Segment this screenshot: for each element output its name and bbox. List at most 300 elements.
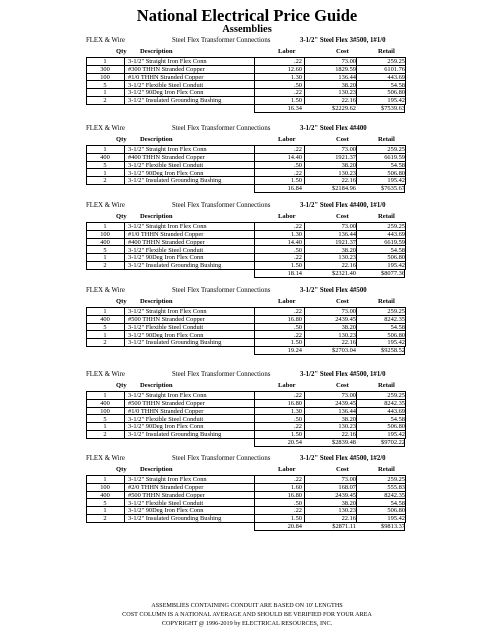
cell-description: 3-1/2" Straight Iron Flex Conn <box>128 58 207 66</box>
column-header-qty: Qty <box>116 466 127 473</box>
cell-divider <box>124 239 125 246</box>
section-assembly-name: 3-1/2" Steel Flex 4#500, 1#1/0 <box>300 371 386 378</box>
cell-retail: 195.42 <box>387 515 405 523</box>
table-header <box>86 381 406 391</box>
totals-row <box>86 522 406 530</box>
cell-qty: 1 <box>103 223 107 231</box>
cell-cost: 130.23 <box>338 423 356 431</box>
cell-qty: 1 <box>103 169 107 177</box>
section-assembly-name: 3-1/2" Steel Flex 4#400 <box>300 125 367 132</box>
column-header-labor: Labor <box>278 466 296 473</box>
cell-description: #400 THHN Stranded Copper <box>128 153 205 161</box>
column-header-labor: Labor <box>278 136 296 143</box>
total-labor: 19.24 <box>287 347 302 355</box>
section-category: FLEX & Wire <box>86 371 125 378</box>
cell-qty: 300 <box>100 65 110 73</box>
cell-description: #500 THHN Stranded Copper <box>128 315 205 323</box>
table-header <box>86 135 406 145</box>
table-row <box>86 57 406 65</box>
cell-qty: 1 <box>103 146 107 154</box>
cell-retail: 259.25 <box>387 146 405 154</box>
cell-retail: 259.25 <box>387 58 405 66</box>
table-row <box>86 80 406 88</box>
cell-description: 3-1/2" Straight Iron Flex Conn <box>128 308 207 316</box>
cell-divider <box>356 231 357 238</box>
cell-labor: 1.50 <box>290 97 302 105</box>
total-labor: 16.34 <box>287 105 302 113</box>
cell-labor: .50 <box>294 161 302 169</box>
cell-divider <box>124 408 125 415</box>
cell-divider <box>405 476 406 483</box>
column-header-cost: Cost <box>336 298 349 305</box>
cell-divider <box>124 515 125 522</box>
table-row <box>86 475 406 483</box>
cell-divider <box>356 246 357 253</box>
section-assembly-name: 3-1/2" Steel Flex 3#500, 1#1/0 <box>300 37 386 44</box>
cell-labor: 1.30 <box>290 73 302 81</box>
cell-qty: 100 <box>100 230 110 238</box>
cell-qty: 5 <box>103 81 107 89</box>
page-subtitle: Assemblies <box>222 24 272 35</box>
cell-divider <box>356 408 357 415</box>
total-retail: $9702.22 <box>381 439 405 447</box>
cell-cost: 38.20 <box>341 323 356 331</box>
cell-cost: 22.16 <box>341 97 356 105</box>
cell-divider <box>124 97 125 104</box>
section-subcategory: Steel Flex Transformer Connections <box>172 287 271 294</box>
assembly-table <box>86 135 406 192</box>
cell-qty: 400 <box>100 153 110 161</box>
cell-retail: 555.83 <box>387 483 405 491</box>
column-header-description: Description <box>140 466 173 473</box>
cell-cost: 73.00 <box>341 146 356 154</box>
cell-labor: 1.50 <box>290 177 302 185</box>
cell-retail: 195.42 <box>387 339 405 347</box>
column-header-retail: Retail <box>378 466 395 473</box>
cell-divider <box>356 415 357 422</box>
total-retail: $9813.37 <box>381 523 405 531</box>
table-row <box>86 65 406 73</box>
cell-retail: 259.25 <box>387 392 405 400</box>
cell-description: #2/0 THHN Stranded Copper <box>128 483 204 491</box>
cell-divider <box>405 331 406 338</box>
cell-cost: 130.23 <box>338 507 356 515</box>
table-row <box>86 238 406 246</box>
total-labor: 16.84 <box>287 185 302 193</box>
cell-retail: 8242.35 <box>384 399 405 407</box>
section-assembly-name: 3-1/2" Steel Flex 4#500 <box>300 287 367 294</box>
cell-divider <box>405 408 406 415</box>
cell-retail: 195.42 <box>387 177 405 185</box>
cell-labor: .22 <box>294 476 302 484</box>
cell-divider <box>124 177 125 184</box>
cell-divider <box>356 239 357 246</box>
cell-divider <box>405 254 406 261</box>
cell-cost: 22.16 <box>341 339 356 347</box>
cell-description: 3-1/2" Insulated Grounding Bushing <box>128 262 222 270</box>
cell-divider <box>405 239 406 246</box>
cell-retail: 54.58 <box>390 161 405 169</box>
cell-retail: 54.58 <box>390 415 405 423</box>
cell-divider <box>124 423 125 430</box>
cell-description: 3-1/2" Flexible Steel Conduit <box>128 499 204 507</box>
table-row <box>86 261 406 269</box>
totals-row <box>86 438 406 446</box>
cell-description: 3-1/2" 90Deg Iron Flex Conn <box>128 89 204 97</box>
cell-divider <box>356 254 357 261</box>
cell-labor: 14.40 <box>287 238 302 246</box>
column-header-description: Description <box>140 48 173 55</box>
cell-retail: 54.58 <box>390 499 405 507</box>
cell-divider <box>405 484 406 491</box>
cell-cost: 22.16 <box>341 515 356 523</box>
cell-labor: 1.50 <box>290 339 302 347</box>
cell-qty: 2 <box>103 515 107 523</box>
column-header-description: Description <box>140 298 173 305</box>
cell-cost: 136.44 <box>338 73 356 81</box>
cell-labor: .50 <box>294 323 302 331</box>
cell-labor: .22 <box>294 169 302 177</box>
cell-labor: .50 <box>294 246 302 254</box>
table-row <box>86 414 406 422</box>
column-header-cost: Cost <box>336 213 349 220</box>
cell-labor: .50 <box>294 499 302 507</box>
table-row <box>86 430 406 438</box>
section-header <box>86 125 406 135</box>
cell-labor: 12.60 <box>287 65 302 73</box>
assembly-table <box>86 212 406 277</box>
section-header <box>86 455 406 465</box>
cell-divider <box>356 431 357 438</box>
cell-divider <box>356 66 357 73</box>
cell-retail: 195.42 <box>387 262 405 270</box>
cell-qty: 2 <box>103 431 107 439</box>
cell-labor: .22 <box>294 308 302 316</box>
cell-divider <box>405 154 406 161</box>
cell-divider <box>356 476 357 483</box>
column-header-labor: Labor <box>278 298 296 305</box>
cell-labor: .22 <box>294 146 302 154</box>
cell-divider <box>405 89 406 96</box>
cell-divider <box>124 262 125 269</box>
table-row <box>86 145 406 153</box>
total-cost: $2839.48 <box>332 439 356 447</box>
cell-description: 3-1/2" 90Deg Iron Flex Conn <box>128 507 204 515</box>
cell-labor: 14.40 <box>287 153 302 161</box>
total-cost: $2703.04 <box>332 347 356 355</box>
cell-divider <box>405 246 406 253</box>
column-header-description: Description <box>140 382 173 389</box>
cell-qty: 400 <box>100 238 110 246</box>
cell-divider <box>124 507 125 514</box>
cell-divider <box>356 331 357 338</box>
cell-divider <box>124 324 125 331</box>
column-header-qty: Qty <box>116 213 127 220</box>
cell-retail: 506.80 <box>387 254 405 262</box>
cell-qty: 1 <box>103 58 107 66</box>
cell-cost: 38.20 <box>341 246 356 254</box>
column-header-retail: Retail <box>378 213 395 220</box>
cell-labor: 1.30 <box>290 230 302 238</box>
cell-divider <box>356 177 357 184</box>
cell-divider <box>356 339 357 346</box>
cell-divider <box>405 324 406 331</box>
column-header-retail: Retail <box>378 48 395 55</box>
cell-cost: 136.44 <box>338 230 356 238</box>
cell-divider <box>405 81 406 88</box>
cell-retail: 195.42 <box>387 431 405 439</box>
table-row <box>86 323 406 331</box>
cell-labor: .22 <box>294 254 302 262</box>
cell-labor: 16.80 <box>287 399 302 407</box>
assembly-table <box>86 297 406 354</box>
cell-qty: 1 <box>103 89 107 97</box>
cell-description: 3-1/2" 90Deg Iron Flex Conn <box>128 423 204 431</box>
cell-divider <box>405 177 406 184</box>
cell-description: 3-1/2" Flexible Steel Conduit <box>128 161 204 169</box>
section-header <box>86 37 406 47</box>
cell-cost: 22.16 <box>341 431 356 439</box>
table-row <box>86 88 406 96</box>
cell-labor: .22 <box>294 392 302 400</box>
cell-divider <box>405 58 406 65</box>
cell-labor: .50 <box>294 81 302 89</box>
cell-divider <box>356 97 357 104</box>
totals-row <box>86 104 406 112</box>
section-category: FLEX & Wire <box>86 37 125 44</box>
column-header-qty: Qty <box>116 48 127 55</box>
totals-row <box>86 269 406 277</box>
table-row <box>86 73 406 81</box>
cell-cost: 38.20 <box>341 415 356 423</box>
cell-divider <box>124 492 125 499</box>
section-category: FLEX & Wire <box>86 455 125 462</box>
table-row <box>86 391 406 399</box>
column-header-description: Description <box>140 213 173 220</box>
cell-cost: 73.00 <box>341 392 356 400</box>
cell-description: 3-1/2" Flexible Steel Conduit <box>128 415 204 423</box>
cell-divider <box>124 169 125 176</box>
column-header-qty: Qty <box>116 382 127 389</box>
cell-divider <box>405 97 406 104</box>
table-row <box>86 338 406 346</box>
cell-labor: 16.80 <box>287 315 302 323</box>
cell-description: 3-1/2" Straight Iron Flex Conn <box>128 476 207 484</box>
total-labor: 20.84 <box>287 523 302 531</box>
cell-divider <box>124 254 125 261</box>
cell-retail: 6619.59 <box>384 238 405 246</box>
cell-description: #1/0 THHN Stranded Copper <box>128 230 204 238</box>
cell-cost: 38.20 <box>341 81 356 89</box>
cell-divider <box>356 81 357 88</box>
cell-cost: 130.23 <box>338 89 356 97</box>
cell-description: #500 THHN Stranded Copper <box>128 491 205 499</box>
section-subcategory: Steel Flex Transformer Connections <box>172 455 271 462</box>
table-row <box>86 514 406 522</box>
cell-retail: 506.80 <box>387 169 405 177</box>
cell-description: 3-1/2" Insulated Grounding Bushing <box>128 431 222 439</box>
cell-qty: 400 <box>100 399 110 407</box>
cell-divider <box>124 431 125 438</box>
cell-retail: 506.80 <box>387 331 405 339</box>
section-subcategory: Steel Flex Transformer Connections <box>172 125 271 132</box>
cell-cost: 168.07 <box>338 483 356 491</box>
section-category: FLEX & Wire <box>86 125 125 132</box>
table-row <box>86 161 406 169</box>
cell-description: 3-1/2" 90Deg Iron Flex Conn <box>128 169 204 177</box>
section-assembly-name: 3-1/2" Steel Flex 4#400, 1#1/0 <box>300 202 386 209</box>
section-category: FLEX & Wire <box>86 287 125 294</box>
section-category: FLEX & Wire <box>86 202 125 209</box>
cell-qty: 2 <box>103 262 107 270</box>
cell-description: 3-1/2" Straight Iron Flex Conn <box>128 392 207 400</box>
cell-divider <box>405 169 406 176</box>
cell-qty: 1 <box>103 423 107 431</box>
table-header <box>86 212 406 222</box>
total-cost: $2184.96 <box>332 185 356 193</box>
cell-cost: 1921.37 <box>335 153 356 161</box>
page-title: National Electrical Price Guide <box>136 6 358 25</box>
cell-divider <box>405 231 406 238</box>
cell-divider <box>124 400 125 407</box>
cell-cost: 136.44 <box>338 407 356 415</box>
footer-line-3: COPYRIGHT @ 1996-2019 by ELECTRICAL RESOURCES, INC. <box>161 620 333 627</box>
cell-retail: 506.80 <box>387 89 405 97</box>
cell-qty: 2 <box>103 339 107 347</box>
table-row <box>86 483 406 491</box>
table-row <box>86 96 406 104</box>
cell-cost: 1829.59 <box>335 65 356 73</box>
cell-labor: .22 <box>294 507 302 515</box>
cell-labor: .22 <box>294 331 302 339</box>
cell-labor: .22 <box>294 223 302 231</box>
cell-divider <box>356 507 357 514</box>
cell-cost: 22.16 <box>341 262 356 270</box>
total-retail: $7539.63 <box>381 105 405 113</box>
cell-qty: 100 <box>100 73 110 81</box>
table-row <box>86 315 406 323</box>
column-header-qty: Qty <box>116 136 127 143</box>
cell-divider <box>405 515 406 522</box>
section-subcategory: Steel Flex Transformer Connections <box>172 37 271 44</box>
cell-divider <box>124 246 125 253</box>
table-row <box>86 222 406 230</box>
cell-divider <box>356 223 357 230</box>
cell-retail: 443.69 <box>387 230 405 238</box>
column-header-labor: Labor <box>278 382 296 389</box>
cell-divider <box>356 400 357 407</box>
cell-labor: 1.50 <box>290 262 302 270</box>
table-row <box>86 407 406 415</box>
cell-divider <box>356 499 357 506</box>
total-labor: 20.54 <box>287 439 302 447</box>
cell-cost: 2439.45 <box>335 491 356 499</box>
footer-line-1: ASSEMBLIES CONTAINING CONDUIT ARE BASED ON 10' LENGTHS <box>151 602 343 609</box>
cell-divider <box>356 89 357 96</box>
total-retail: $8077.36 <box>381 270 405 278</box>
cell-divider <box>124 154 125 161</box>
cell-divider <box>405 507 406 514</box>
cell-qty: 100 <box>100 407 110 415</box>
column-header-qty: Qty <box>116 298 127 305</box>
cell-divider <box>356 392 357 399</box>
cell-divider <box>356 324 357 331</box>
section-header <box>86 287 406 297</box>
cell-description: #400 THHN Stranded Copper <box>128 238 205 246</box>
cell-labor: .22 <box>294 58 302 66</box>
total-cost: $2229.62 <box>332 105 356 113</box>
column-header-labor: Labor <box>278 213 296 220</box>
cell-divider <box>356 74 357 81</box>
cell-qty: 5 <box>103 499 107 507</box>
cell-labor: 1.60 <box>290 483 302 491</box>
cell-divider <box>124 339 125 346</box>
cell-divider <box>405 316 406 323</box>
section-subcategory: Steel Flex Transformer Connections <box>172 202 271 209</box>
section-header <box>86 202 406 212</box>
cell-labor: .22 <box>294 89 302 97</box>
cell-qty: 100 <box>100 483 110 491</box>
cell-divider <box>356 423 357 430</box>
table-row <box>86 330 406 338</box>
column-header-retail: Retail <box>378 136 395 143</box>
cell-divider <box>124 81 125 88</box>
cell-cost: 130.23 <box>338 254 356 262</box>
column-header-cost: Cost <box>336 466 349 473</box>
cell-qty: 1 <box>103 507 107 515</box>
cell-divider <box>405 262 406 269</box>
cell-description: 3-1/2" Flexible Steel Conduit <box>128 81 204 89</box>
cell-divider <box>356 58 357 65</box>
cell-divider <box>356 154 357 161</box>
table-header <box>86 297 406 307</box>
total-cost: $2321.40 <box>332 270 356 278</box>
cell-retail: 8242.35 <box>384 491 405 499</box>
cell-divider <box>356 515 357 522</box>
cell-labor: .22 <box>294 423 302 431</box>
column-header-labor: Labor <box>278 48 296 55</box>
cell-cost: 1921.37 <box>335 238 356 246</box>
column-header-cost: Cost <box>336 136 349 143</box>
cell-divider <box>124 484 125 491</box>
total-labor: 18.14 <box>287 270 302 278</box>
cell-divider <box>405 400 406 407</box>
total-retail: $7635.67 <box>381 185 405 193</box>
cell-divider <box>405 423 406 430</box>
cell-labor: 1.30 <box>290 407 302 415</box>
cell-divider <box>124 89 125 96</box>
cell-divider <box>124 308 125 315</box>
cell-divider <box>405 492 406 499</box>
cell-divider <box>124 223 125 230</box>
totals-row <box>86 184 406 192</box>
column-header-description: Description <box>140 136 173 143</box>
table-header <box>86 47 406 57</box>
table-row <box>86 491 406 499</box>
cell-qty: 2 <box>103 177 107 185</box>
cell-description: #1/0 THHN Stranded Copper <box>128 73 204 81</box>
cell-qty: 1 <box>103 476 107 484</box>
cell-divider <box>124 146 125 153</box>
cell-retail: 54.58 <box>390 323 405 331</box>
cell-labor: 1.50 <box>290 515 302 523</box>
table-row <box>86 153 406 161</box>
cell-qty: 400 <box>100 491 110 499</box>
cell-qty: 1 <box>103 331 107 339</box>
cell-qty: 5 <box>103 161 107 169</box>
cell-divider <box>124 392 125 399</box>
cell-retail: 6101.76 <box>384 65 405 73</box>
